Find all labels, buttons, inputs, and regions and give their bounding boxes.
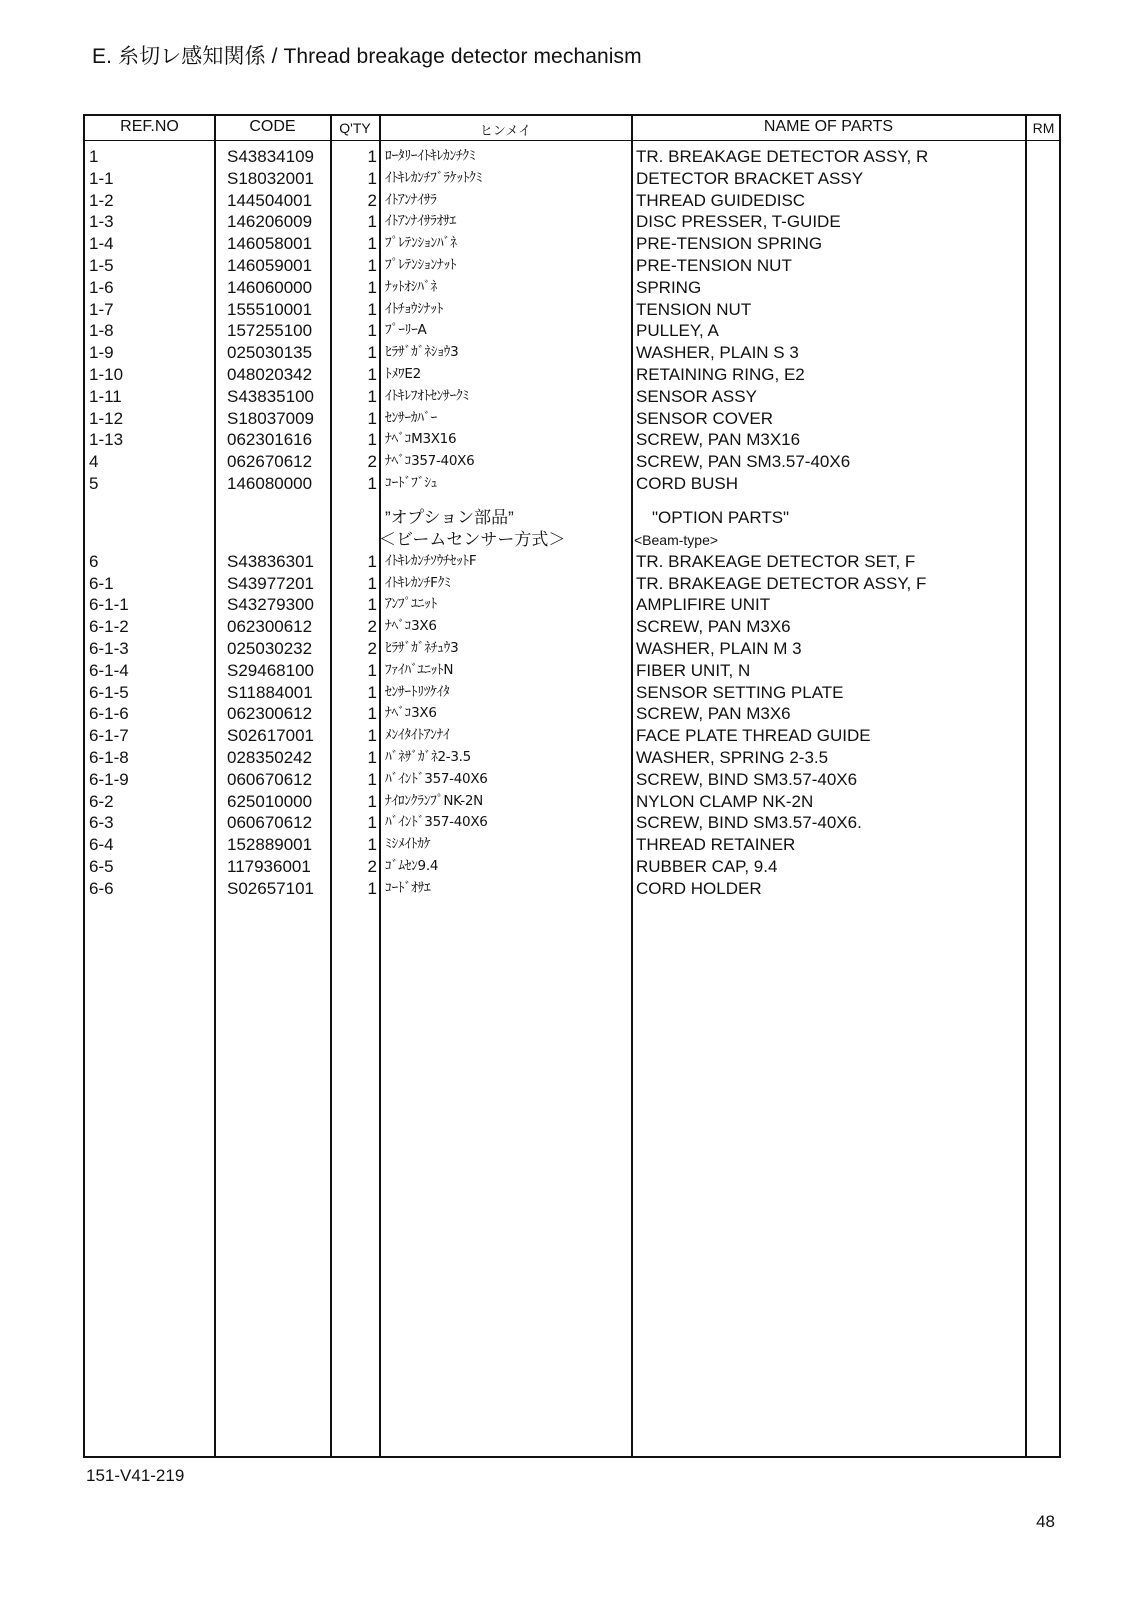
option-subtitle-name: <Beam-type> xyxy=(634,531,719,548)
qty-cell: 1 xyxy=(367,386,377,406)
table-row xyxy=(85,320,1059,342)
table-row xyxy=(85,429,1059,451)
ref-cell: 1-12 xyxy=(89,408,124,428)
qty-cell: 1 xyxy=(367,660,377,680)
header-code: CODE xyxy=(249,118,296,135)
kana-cell: ﾊﾞｲﾝﾄﾞ357-40X6 xyxy=(385,814,488,831)
option-section-title xyxy=(85,507,1059,529)
code-cell: S43835100 xyxy=(227,386,314,406)
qty-cell: 1 xyxy=(367,878,377,898)
kana-cell: ｺﾞﾑｾﾝ9.4 xyxy=(385,857,439,874)
option-rows xyxy=(85,551,1059,900)
code-cell: 625010000 xyxy=(227,791,313,811)
option-section-subtitle xyxy=(85,529,1059,551)
code-cell: S11884001 xyxy=(227,682,313,702)
ref-cell: 6-1-7 xyxy=(89,726,129,746)
main-rows xyxy=(85,146,1059,495)
table-row xyxy=(85,725,1059,747)
qty-cell: 1 xyxy=(367,551,377,571)
kana-cell: ﾋﾗｻﾞｶﾞﾈｼｮｳ3 xyxy=(385,344,459,361)
qty-cell: 1 xyxy=(367,168,377,188)
ref-cell: 6-1-8 xyxy=(89,747,129,767)
name-cell: WASHER, PLAIN S 3 xyxy=(636,343,799,363)
code-cell: S43279300 xyxy=(227,595,314,615)
option-title-kana: ”オプション部品” xyxy=(385,507,514,527)
ref-cell: 1-13 xyxy=(89,430,124,450)
name-cell: SCREW, BIND SM3.57-40X6. xyxy=(636,813,862,833)
code-cell: S43836301 xyxy=(227,551,314,571)
code-cell: S29468100 xyxy=(227,660,314,680)
table-row xyxy=(85,146,1059,168)
table-row xyxy=(85,878,1059,900)
code-cell: 146060000 xyxy=(227,277,313,297)
name-cell: SENSOR ASSY xyxy=(636,386,757,406)
name-cell: SPRING xyxy=(636,277,702,297)
kana-cell: ﾌﾟﾚﾃﾝｼｮﾝﾅｯﾄ xyxy=(385,256,457,273)
name-cell: SCREW, PAN SM3.57-40X6 xyxy=(636,452,851,472)
ref-cell: 6-3 xyxy=(89,813,114,833)
header-rm: RM xyxy=(1032,120,1055,136)
qty-cell: 1 xyxy=(367,343,377,363)
ref-cell: 6-1 xyxy=(89,573,114,593)
qty-cell: 1 xyxy=(367,473,377,493)
code-cell: 146058001 xyxy=(227,234,313,254)
code-cell: S43834109 xyxy=(227,147,314,166)
table-row xyxy=(85,551,1059,573)
table-row xyxy=(85,812,1059,834)
kana-cell: ｲﾄﾁｮｳｼﾅｯﾄ xyxy=(385,300,444,317)
name-cell: CORD BUSH xyxy=(636,473,739,493)
name-cell: WASHER, SPRING 2-3.5 xyxy=(636,747,829,767)
ref-cell: 6-1-3 xyxy=(89,638,129,658)
ref-cell: 1-4 xyxy=(89,234,114,254)
name-cell: THREAD RETAINER xyxy=(636,835,796,855)
code-cell: 062300612 xyxy=(227,704,313,724)
name-cell: DETECTOR BRACKET ASSY xyxy=(636,168,864,188)
kana-cell: ﾒﾝｲﾀｲﾄｱﾝﾅｲ xyxy=(385,727,450,744)
table-row xyxy=(85,233,1059,255)
table-row xyxy=(85,386,1059,408)
kana-cell: ﾌｧｲﾊﾞﾕﾆｯﾄN xyxy=(385,661,454,678)
option-title-name: "OPTION PARTS" xyxy=(652,507,790,527)
code-cell: 062670612 xyxy=(227,452,313,472)
qty-cell: 2 xyxy=(367,452,377,472)
table-row xyxy=(85,299,1059,321)
name-cell: TENSION NUT xyxy=(636,299,752,319)
name-cell: CORD HOLDER xyxy=(636,878,762,898)
ref-cell: 6-4 xyxy=(89,835,114,855)
kana-cell: ｾﾝｻｰﾄﾘﾂｹｲﾀ xyxy=(385,683,450,700)
kana-cell: ｺｰﾄﾞｵｻｴ xyxy=(385,879,431,896)
qty-cell: 1 xyxy=(367,726,377,746)
table-row xyxy=(85,616,1059,638)
code-cell: S18032001 xyxy=(227,168,314,188)
qty-cell: 1 xyxy=(367,364,377,384)
ref-cell: 1-7 xyxy=(89,299,114,319)
qty-cell: 2 xyxy=(367,617,377,637)
table-row xyxy=(85,791,1059,813)
table-row xyxy=(85,834,1059,856)
kana-cell: ﾅﾍﾞｺM3X16 xyxy=(385,431,457,448)
ref-cell: 1-8 xyxy=(89,321,114,341)
ref-cell: 6 xyxy=(89,551,99,571)
name-cell: PULLEY, A xyxy=(636,321,719,341)
ref-cell: 6-6 xyxy=(89,878,114,898)
page-number: 48 xyxy=(1036,1512,1055,1531)
name-cell: SENSOR COVER xyxy=(636,408,773,428)
table-row xyxy=(85,211,1059,233)
table-row xyxy=(85,638,1059,660)
code-cell: 060670612 xyxy=(227,813,313,833)
qty-cell: 1 xyxy=(367,234,377,254)
table-row xyxy=(85,573,1059,595)
table-row xyxy=(85,408,1059,430)
kana-cell: ﾅｯﾄｵｼﾊﾞﾈ xyxy=(385,278,437,295)
kana-cell: ｲﾄｱﾝﾅｲｻﾗｵｻｴ xyxy=(385,213,456,230)
name-cell: TR. BREAKAGE DETECTOR ASSY, R xyxy=(636,147,929,166)
kana-cell: ﾅｲﾛﾝｸﾗﾝﾌﾟNK-2N xyxy=(385,792,483,809)
table-row xyxy=(85,255,1059,277)
name-cell: TR. BRAKEAGE DETECTOR SET, F xyxy=(636,551,916,571)
name-cell: AMPLIFIRE UNIT xyxy=(636,595,771,615)
ref-cell: 6-2 xyxy=(89,791,114,811)
name-cell: RUBBER CAP, 9.4 xyxy=(636,856,778,876)
table-row xyxy=(85,168,1059,190)
name-cell: SCREW, BIND SM3.57-40X6 xyxy=(636,769,858,789)
qty-cell: 1 xyxy=(367,147,377,166)
ref-cell: 1-2 xyxy=(89,190,114,210)
table-row xyxy=(85,703,1059,725)
name-cell: FACE PLATE THREAD GUIDE xyxy=(636,726,871,746)
code-cell: 157255100 xyxy=(227,321,313,341)
code-cell: 144504001 xyxy=(227,190,313,210)
qty-cell: 1 xyxy=(367,299,377,319)
code-cell: 146059001 xyxy=(227,255,313,275)
ref-cell: 5 xyxy=(89,473,99,493)
kana-cell: ﾊﾞﾈｻﾞｶﾞﾈ2-3.5 xyxy=(385,748,471,765)
name-cell: SCREW, PAN M3X6 xyxy=(636,617,791,637)
code-cell: 025030135 xyxy=(227,343,313,363)
kana-cell: ﾅﾍﾞｺ357-40X6 xyxy=(385,453,475,470)
qty-cell: 1 xyxy=(367,747,377,767)
name-cell: PRE-TENSION NUT xyxy=(636,255,792,275)
code-cell: 025030232 xyxy=(227,638,313,658)
kana-cell: ﾛｰﾀﾘｰｲﾄｷﾚｶﾝﾁｸﾐ xyxy=(385,148,476,164)
table-header xyxy=(85,116,1059,141)
kana-cell: ｾﾝｻｰｶﾊﾞｰ xyxy=(385,409,437,426)
ref-cell: 1-11 xyxy=(89,386,122,406)
kana-cell: ﾄﾒﾜE2 xyxy=(385,365,421,382)
kana-cell: ﾌﾟﾚﾃﾝｼｮﾝﾊﾞﾈ xyxy=(385,235,457,252)
ref-cell: 1-10 xyxy=(89,364,124,384)
name-cell: WASHER, PLAIN M 3 xyxy=(636,638,802,658)
table-row xyxy=(85,451,1059,473)
qty-cell: 1 xyxy=(367,430,377,450)
table-body xyxy=(85,146,1059,900)
name-cell: FIBER UNIT, N xyxy=(636,660,751,680)
kana-cell: ｲﾄｷﾚｶﾝﾁFｸﾐ xyxy=(385,574,451,591)
code-cell: 062300612 xyxy=(227,617,313,637)
ref-cell: 6-1-9 xyxy=(89,769,129,789)
kana-cell: ﾌﾟｰﾘｰA xyxy=(385,322,427,339)
name-cell: SCREW, PAN M3X16 xyxy=(636,430,801,450)
kana-cell: ｲﾄｱﾝﾅｲｻﾗ xyxy=(385,191,437,208)
code-cell: 117936001 xyxy=(227,856,311,876)
code-cell: 028350242 xyxy=(227,747,313,767)
ref-cell: 1-5 xyxy=(89,255,114,275)
table-row xyxy=(85,682,1059,704)
qty-cell: 1 xyxy=(367,791,377,811)
name-cell: SCREW, PAN M3X6 xyxy=(636,704,791,724)
code-cell: 152889001 xyxy=(227,835,313,855)
document-code: 151-V41-219 xyxy=(86,1466,185,1485)
ref-cell: 1-6 xyxy=(89,277,114,297)
qty-cell: 1 xyxy=(367,704,377,724)
table-row xyxy=(85,277,1059,299)
code-cell: 060670612 xyxy=(227,769,313,789)
table-row xyxy=(85,364,1059,386)
ref-cell: 6-1-4 xyxy=(89,660,129,680)
qty-cell: 2 xyxy=(367,856,377,876)
code-cell: S18037009 xyxy=(227,408,314,428)
code-cell: 146206009 xyxy=(227,212,313,232)
kana-cell: ﾅﾍﾞｺ3X6 xyxy=(385,618,437,635)
name-cell: THREAD GUIDEDISC xyxy=(636,190,806,210)
ref-cell: 1-9 xyxy=(89,343,114,363)
ref-cell: 1 xyxy=(89,147,99,166)
ref-cell: 6-1-6 xyxy=(89,704,129,724)
page-title: E. 糸切レ感知関係 / Thread breakage detector mechanism xyxy=(92,45,642,68)
qty-cell: 1 xyxy=(367,835,377,855)
qty-cell: 1 xyxy=(367,573,377,593)
ref-cell: 4 xyxy=(89,452,99,472)
qty-cell: 2 xyxy=(367,190,377,210)
header-qty: Q'TY xyxy=(339,120,371,136)
name-cell: RETAINING RING, E2 xyxy=(636,364,805,384)
header-kana: ヒンメイ xyxy=(479,124,532,139)
ref-cell: 6-5 xyxy=(89,856,114,876)
table-row xyxy=(85,769,1059,791)
parts-table xyxy=(83,114,1061,1458)
code-cell: S02617001 xyxy=(227,726,314,746)
qty-cell: 1 xyxy=(367,769,377,789)
kana-cell: ﾅﾍﾞｺ3X6 xyxy=(385,705,437,722)
table-row xyxy=(85,747,1059,769)
name-cell: TR. BRAKEAGE DETECTOR ASSY, F xyxy=(636,573,927,593)
name-cell: PRE-TENSION SPRING xyxy=(636,234,823,254)
header-name-of-parts: NAME OF PARTS xyxy=(763,118,894,135)
name-cell: NYLON CLAMP NK-2N xyxy=(636,791,814,811)
kana-cell: ｲﾄｷﾚｶﾝﾁｿｳﾁｾｯﾄF xyxy=(385,552,477,569)
qty-cell: 1 xyxy=(367,813,377,833)
ref-cell: 6-1-2 xyxy=(89,617,129,637)
code-cell: S43977201 xyxy=(227,573,314,593)
table-row xyxy=(85,660,1059,682)
code-cell: 155510001 xyxy=(227,299,313,319)
code-cell: 048020342 xyxy=(227,364,313,384)
table-row xyxy=(85,342,1059,364)
qty-cell: 1 xyxy=(367,255,377,275)
code-cell: 146080000 xyxy=(227,473,313,493)
code-cell: 062301616 xyxy=(227,430,313,450)
ref-cell: 6-1-5 xyxy=(89,682,129,702)
qty-cell: 1 xyxy=(367,212,377,232)
name-cell: SENSOR SETTING PLATE xyxy=(636,682,844,702)
qty-cell: 2 xyxy=(367,638,377,658)
qty-cell: 1 xyxy=(367,408,377,428)
table-row xyxy=(85,190,1059,212)
header-ref-no: REF.NO xyxy=(120,118,179,135)
kana-cell: ﾐｼﾒｲﾄｶｹ xyxy=(385,836,431,853)
kana-cell: ｲﾄｷﾚﾌｵﾄｾﾝｻｰｸﾐ xyxy=(385,387,469,404)
ref-cell: 1-3 xyxy=(89,212,114,232)
table-row xyxy=(85,594,1059,616)
kana-cell: ｱﾝﾌﾟﾕﾆｯﾄ xyxy=(385,596,437,613)
kana-cell: ﾊﾞｲﾝﾄﾞ357-40X6 xyxy=(385,770,488,787)
ref-cell: 1-1 xyxy=(89,168,114,188)
kana-cell: ｲﾄｷﾚｶﾝﾁﾌﾞﾗｹｯﾄｸﾐ xyxy=(385,169,483,186)
qty-cell: 1 xyxy=(367,277,377,297)
ref-cell: 6-1-1 xyxy=(89,595,129,615)
kana-cell: ﾋﾗｻﾞｶﾞﾈﾁｭｳ3 xyxy=(385,639,459,656)
qty-cell: 1 xyxy=(367,682,377,702)
option-subtitle-kana: ＜ビームセンサー方式＞ xyxy=(379,529,566,549)
name-cell: DISC PRESSER, T-GUIDE xyxy=(636,212,841,232)
qty-cell: 1 xyxy=(367,321,377,341)
kana-cell: ｺｰﾄﾞﾌﾞｼｭ xyxy=(385,474,438,491)
qty-cell: 1 xyxy=(367,595,377,615)
table-row xyxy=(85,856,1059,878)
table-row xyxy=(85,473,1059,495)
code-cell: S02657101 xyxy=(227,878,314,898)
